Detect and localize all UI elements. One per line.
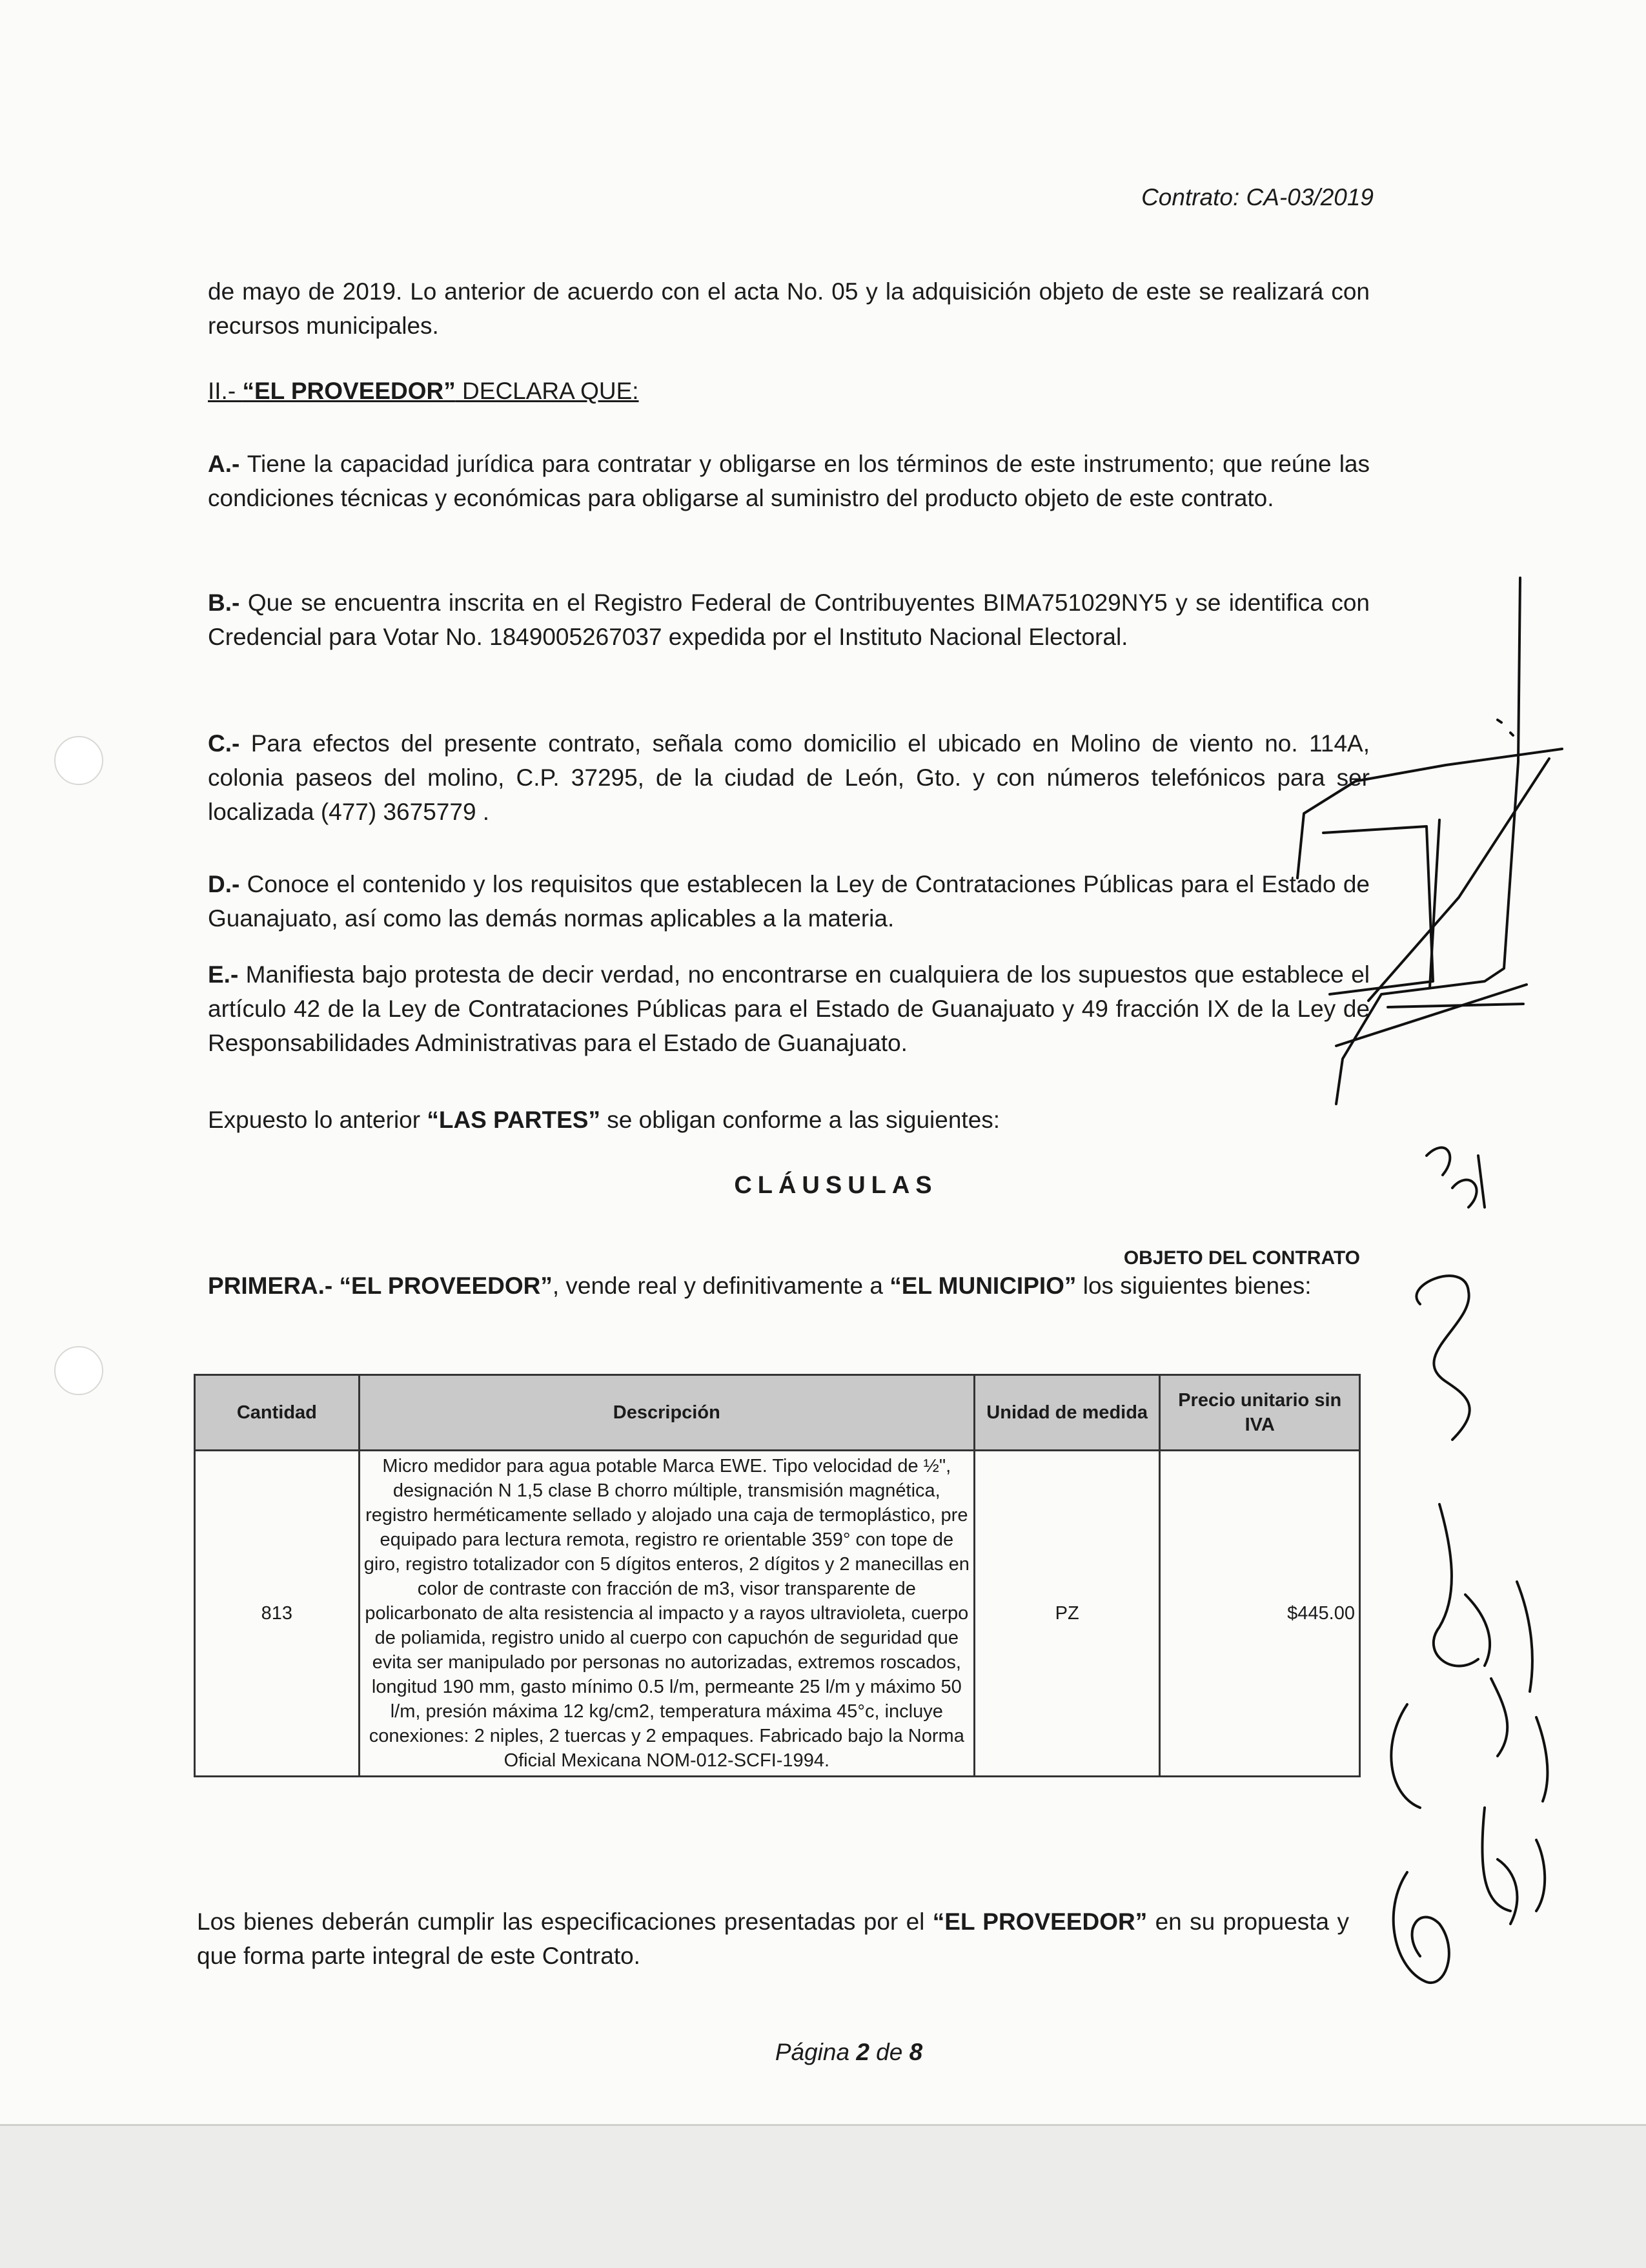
header-unidad: Unidad de medida xyxy=(974,1375,1160,1451)
cell-precio: $445.00 xyxy=(1160,1451,1360,1777)
clausulas-title: CLÁUSULAS xyxy=(734,1172,938,1199)
scanner-background xyxy=(0,2124,1646,2268)
intro-paragraph: de mayo de 2019. Lo anterior de acuerdo con el acta No. 05 y la adquisición objeto de este se realizará con recursos municipales. xyxy=(208,278,1370,339)
declaration-item-c: C.- Para efectos del presente contrato, señala como domicilio el ubicado en Molino de viento no. 114A, colonia paseos del molino, C.P. 37295, de la ciudad de León, Gto. y con números telefónicos para ser localizada (477) 3675779 . xyxy=(208,730,1370,825)
expuesto-paragraph: Expuesto lo anterior “LAS PARTES” se obligan conforme a las siguientes: xyxy=(208,1107,1001,1133)
goods-table xyxy=(194,1374,1361,1777)
declaration-heading: II.- “EL PROVEEDOR” DECLARA QUE: xyxy=(208,378,639,404)
declaration-item-d: D.- Conoce el contenido y los requisitos que establecen la Ley de Contrataciones Públicas para el Estado de Guanajuato, así como las demás normas aplicables a la materia. xyxy=(208,871,1370,932)
punch-hole xyxy=(54,736,103,785)
table-row xyxy=(195,1451,1360,1777)
header-descripcion: Descripción xyxy=(359,1375,974,1451)
contract-number: Contrato: CA-03/2019 xyxy=(1141,184,1374,210)
closing-paragraph: Los bienes deberán cumplir las especificaciones presentadas por el “EL PROVEEDOR” en su propuesta y que forma parte integral de este Contrato. xyxy=(197,1908,1349,1969)
table-header-row xyxy=(195,1375,1360,1451)
objeto-label: OBJETO DEL CONTRATO xyxy=(1123,1247,1360,1269)
header-cantidad: Cantidad xyxy=(195,1375,360,1451)
primera-clause: PRIMERA.- “EL PROVEEDOR”, vende real y definitivamente a “EL MUNICIPIO” los siguientes bienes: xyxy=(208,1272,1312,1299)
page-footer: Página 2 de 8 xyxy=(775,2039,923,2065)
cell-descripcion: Micro medidor para agua potable Marca EWE. Tipo velocidad de ½", designación N 1,5 clase B chorro múltiple, transmisión magnética, registro herméticamente sellado y alojado una caja de termoplástico, pre equipado para lectura remota, registro re orientable 359° con tope de giro, registro totalizador con 5 dígitos enteros, 2 dígitos y 2 manecillas en color de contraste con fracción de m3, visor transparente de policarbonato de alta resistencia al impacto y a rayos ultravioleta, cuerpo de poliamida, registro unido al cuerpo con capuchón de seguridad que evita ser manipulado por personas no autorizadas, extremos roscados, longitud 190 mm, gasto mínimo 0.5 l/m, permeante 25 l/m y máximo 50 l/m, presión máxima 12 kg/cm2, temperatura máxima 45°c, incluye conexiones: 2 niples, 2 tuercas y 2 empaques. Fabricado bajo la Norma Oficial Mexicana NOM-012-SCFI-1994. xyxy=(359,1451,974,1777)
punch-hole xyxy=(54,1346,103,1395)
cell-unidad: PZ xyxy=(974,1451,1160,1777)
header-precio: Precio unitario sin IVA xyxy=(1160,1375,1360,1451)
declaration-item-b: B.- Que se encuentra inscrita en el Registro Federal de Contribuyentes BIMA751029NY5 y se identifica con Credencial para Votar No. 1849005267037 expedida por el Instituto Nacional Electoral. xyxy=(208,589,1370,650)
declaration-item-e: E.- Manifiesta bajo protesta de decir verdad, no encontrarse en cualquiera de los supuestos que establece el artículo 42 de la Ley de Contrataciones Públicas para el Estado de Guanajuato y 49 fracción IX de la Ley de Responsabilidades Administrativas para el Estado de Guanajuato. xyxy=(208,961,1370,1056)
declaration-item-a: A.- Tiene la capacidad jurídica para contratar y obligarse en los términos de este instrumento; que reúne las condiciones técnicas y económicas para obligarse al suministro del producto objeto de este contrato. xyxy=(208,451,1370,511)
cell-cantidad: 813 xyxy=(195,1451,360,1777)
